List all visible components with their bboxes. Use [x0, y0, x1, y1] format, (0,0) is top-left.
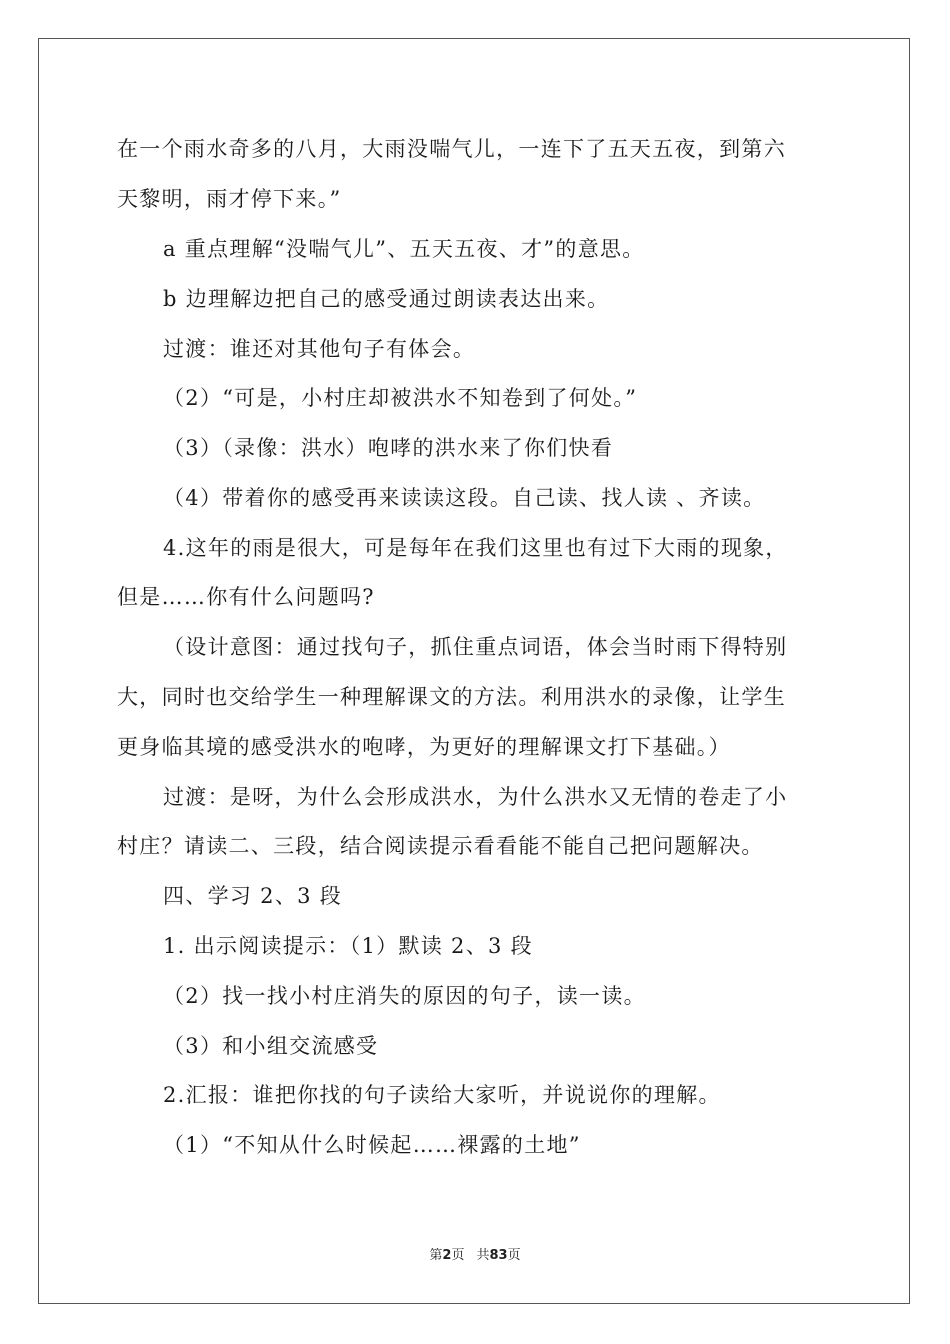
text-line: 更身临其境的感受洪水的咆哮，为更好的理解课文打下基础。）	[117, 735, 731, 759]
text-line: 村庄？请读二、三段，结合阅读提示看看能不能自己把问题解决。	[117, 834, 764, 858]
page-border	[38, 38, 910, 1304]
text-line: 1. 出示阅读提示：（1）默读 2、3 段	[163, 934, 533, 958]
text-line: （3）（录像：洪水）咆哮的洪水来了你们快看	[163, 436, 614, 460]
text-line: 但是……你有什么问题吗?	[117, 585, 375, 609]
text-line: 大，同时也交给学生一种理解课文的方法。利用洪水的录像，让学生	[117, 685, 786, 709]
total-prefix: 共	[476, 1248, 490, 1263]
total-pages: 83	[489, 1248, 508, 1263]
text-line: （4）带着你的感受再来读读这段。自己读、找人读 、齐读。	[163, 486, 766, 510]
text-line: （设计意图：通过找句子，抓住重点词语，体会当时雨下得特别	[163, 635, 788, 659]
text-line: b 边理解边把自己的感受通过朗读表达出来。	[163, 287, 610, 311]
text-line: （2）找一找小村庄消失的原因的句子，读一读。	[163, 984, 646, 1008]
text-line: 4.这年的雨是很大，可是每年在我们这里也有过下大雨的现象，	[163, 536, 788, 560]
page-number: 2	[442, 1248, 452, 1263]
text-line: 2.汇报：谁把你找的句子读给大家听，并说说你的理解。	[163, 1083, 721, 1107]
text-line: （1）“不知从什么时候起……裸露的土地”	[163, 1133, 581, 1157]
text-line: 过渡：谁还对其他句子有体会。	[163, 337, 476, 361]
total-suffix: 页	[507, 1248, 521, 1263]
text-line: （2）“可是，小村庄却被洪水不知卷到了何处。”	[163, 386, 638, 410]
text-line: （3）和小组交流感受	[163, 1034, 379, 1058]
page-suffix: 页	[451, 1248, 465, 1263]
text-line: 在一个雨水奇多的八月，大雨没喘气儿，一连下了五天五夜，到第六	[117, 137, 786, 161]
text-line: 过渡：是呀，为什么会形成洪水，为什么洪水又无情的卷走了小	[163, 785, 788, 809]
section-heading: 四、学习 2、3 段	[163, 884, 343, 908]
page-prefix: 第	[429, 1248, 443, 1263]
page-footer	[0, 1247, 950, 1265]
text-line: a 重点理解“没喘气儿”、五天五夜、才”的意思。	[163, 237, 645, 261]
text-line: 天黎明，雨才停下来。”	[117, 187, 342, 211]
